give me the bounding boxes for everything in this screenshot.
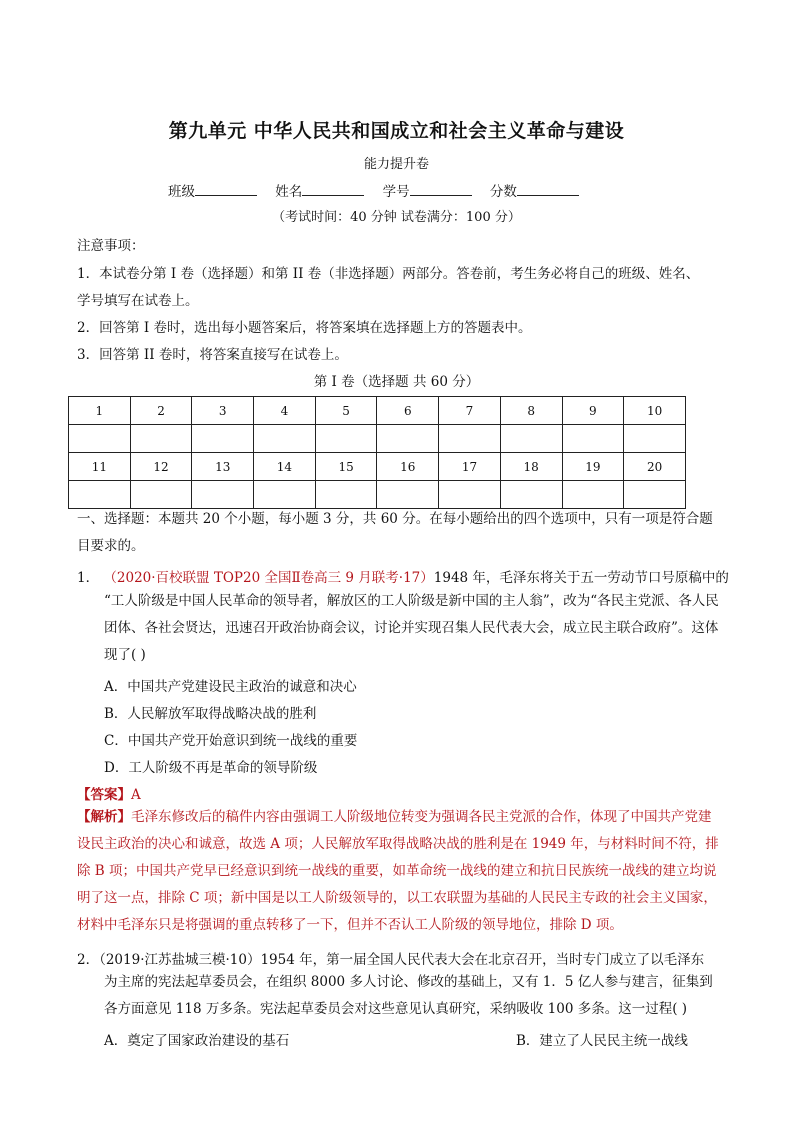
note-item: 2．回答第 I 卷时，选出每小题答案后，将答案填在选择题上方的答题表中。 [77,320,532,336]
answer-input-row [69,425,686,453]
field-blank-score[interactable] [517,182,579,196]
section-title: 第 I 卷（选择题 共 60 分） [313,374,480,390]
answer-line [77,783,141,803]
answer-cell[interactable] [315,425,377,453]
field-label-score: 分数 [489,184,517,200]
answer-table [68,396,686,509]
answer-number: 10 [624,397,686,425]
option-a[interactable]: A．中国共产党建设民主政治的诚意和决心 [104,679,357,695]
analysis-label: 【解析】 [77,809,131,825]
answer-number: 17 [439,453,501,481]
option-b[interactable]: B．人民解放军取得战略决战的胜利 [104,706,317,722]
answer-number: 16 [377,453,439,481]
answer-label: 【答案】 [77,787,131,803]
answer-cell[interactable] [192,481,254,509]
answer-cell[interactable] [254,481,316,509]
answer-number: 19 [562,453,624,481]
answer-cell[interactable] [192,425,254,453]
answer-cell[interactable] [624,481,686,509]
question-number: 2． [77,952,100,968]
question-source: （2020·百校联盟 TOP20 全国Ⅱ卷高三 9 月联考·17） [103,570,434,586]
note-item: 学号填写在试卷上。 [77,293,199,309]
answer-number: 11 [69,453,131,481]
answer-number: 1 [69,397,131,425]
answer-cell[interactable] [69,425,131,453]
question-2-stem: 为主席的宪法起草委员会，在组织 8000 多人讨论、修改的基础上，又有 1．5 亿人参与建言，征集到各方面意见 118 万多条。宪法起草委员会对这些意见认真研究，采纳吸收 100 多条。这一过程( ) [104,974,713,1017]
field-label-id: 学号 [382,184,410,200]
field-label-name: 姓名 [275,184,303,200]
answer-cell[interactable] [500,425,562,453]
note-item: 1．本试卷分第 I 卷（选择题）和第 II 卷（非选择题）两部分。答卷前，考生务必将自己的班级、姓名、 [77,266,700,282]
analysis-text: 毛泽东修改后的稿件内容由强调工人阶级地位转变为强调各民主党派的合作，体现了中国共产党建设民主政治的决心和诚意，故选 A 项；人民解放军取得战略决战的胜利是在 1949 年，与材料时间不符，排除 B 项；中国共产党早已经意识到统一战线的重要，如革命统一战线的建立和抗日民族统一战线的建立均说明了这一点，排除 C 项；新中国是以工人阶级领导的，以工农联盟为基础的人民民主专政的社会主义国家，材料中毛泽东只是将强调的重点转移了一下，但并不否认工人阶级的领导地位，排除 D 项。 [77,809,719,933]
answer-cell[interactable] [315,481,377,509]
answer-cell[interactable] [69,481,131,509]
answer-cell[interactable] [624,425,686,453]
answer-number: 13 [192,453,254,481]
answer-cell[interactable] [439,425,501,453]
question-number: 1． [77,570,100,586]
answer-number: 18 [500,453,562,481]
option-c[interactable]: C．中国共产党开始意识到统一战线的重要 [104,733,358,749]
field-label-class: 班级 [168,184,195,200]
section-instructions: 一、选择题：本题共 20 个小题，每小题 3 分，共 60 分。在每小题给出的四个选项中，只有一项是符合题目要求的。 [77,511,713,554]
answer-cell[interactable] [377,481,439,509]
answer-number: 15 [315,453,377,481]
field-blank-id[interactable] [410,182,472,196]
answer-number-row [69,453,686,481]
note-item: 3．回答第 II 卷时，将答案直接写在试卷上。 [77,347,348,363]
page-subtitle: 能力提升卷 [363,157,429,172]
question-source: （2019·江苏盐城三模·10） [99,952,261,968]
answer-cell[interactable] [562,425,624,453]
question-stem: 1954 年，第一届全国人民代表大会在北京召开，当时专门成立了以毛泽东 [260,952,705,968]
answer-number: 14 [254,453,316,481]
answer-number: 4 [254,397,316,425]
field-blank-class[interactable] [195,182,257,196]
answer-cell[interactable] [500,481,562,509]
question-2-first-line [77,948,704,968]
answer-value: A [131,787,141,803]
page-title: 第九单元 中华人民共和国成立和社会主义革命与建设 [168,120,625,142]
answer-number-row [69,397,686,425]
answer-number: 9 [562,397,624,425]
answer-number: 3 [192,397,254,425]
answer-number: 7 [439,397,501,425]
question-1-first-line [77,566,729,586]
answer-cell[interactable] [562,481,624,509]
answer-input-row [69,481,686,509]
student-info-fields [168,180,593,200]
question-1-stem: “工人阶级是中国人民革命的领导者，解放区的工人阶级是新中国的主人翁”，改为“各民主党派、各人民团体、各社会贤达，迅速召开政治协商会议，讨论并实现召集人民代表大会，成立民主联合政府”。这体现了( ) [104,593,719,663]
exam-info: （考试时间：40 分钟 试卷满分：100 分） [272,210,521,225]
answer-number: 6 [377,397,439,425]
answer-cell[interactable] [130,481,192,509]
answer-cell[interactable] [439,481,501,509]
answer-cell[interactable] [377,425,439,453]
field-blank-name[interactable] [302,182,364,196]
answer-number: 20 [624,453,686,481]
option-b[interactable]: B．建立了人民民主统一战线 [516,1033,688,1049]
notes-heading: 注意事项： [77,238,145,254]
answer-number: 5 [315,397,377,425]
option-d[interactable]: D．工人阶级不再是革命的领导阶级 [104,760,318,776]
question-stem: 1948 年，毛泽东将关于五一劳动节口号原稿中的 [433,570,729,586]
analysis-block [77,804,722,939]
option-a[interactable]: A．奠定了国家政治建设的基石 [104,1033,290,1049]
answer-number: 2 [130,397,192,425]
answer-cell[interactable] [130,425,192,453]
answer-number: 12 [130,453,192,481]
answer-number: 8 [500,397,562,425]
answer-cell[interactable] [254,425,316,453]
